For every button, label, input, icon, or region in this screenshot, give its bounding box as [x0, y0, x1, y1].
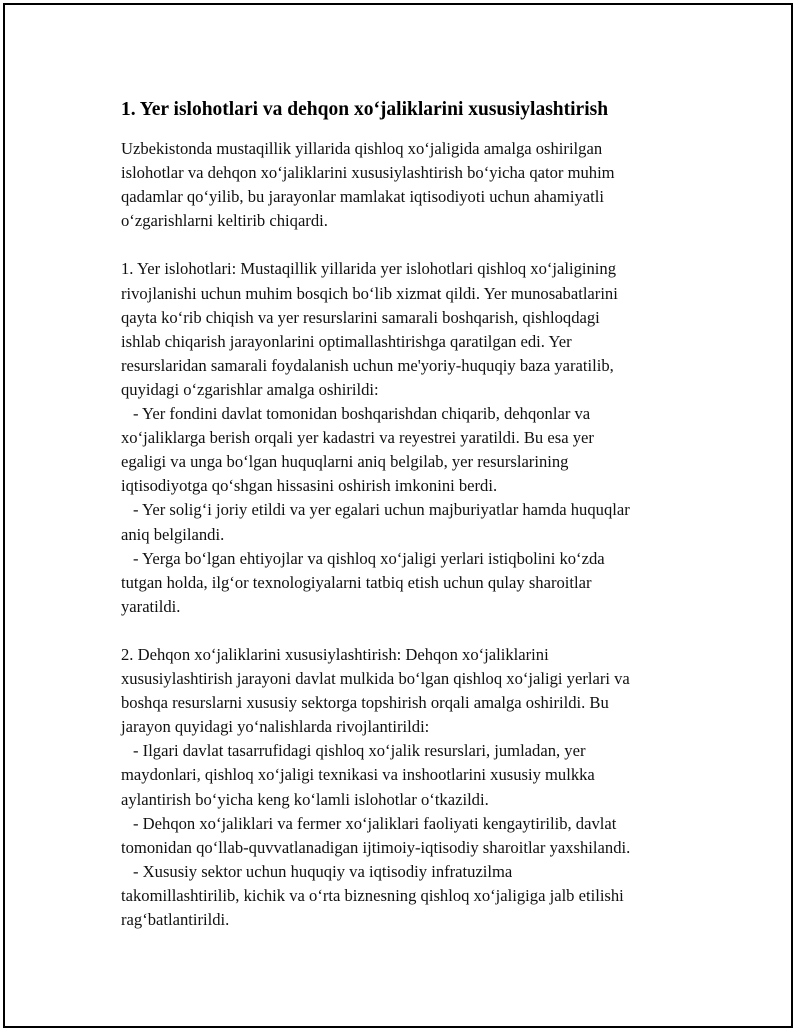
list-item: - Ilgari davlat tasarrufidagi qishloq xo‘jalik resurslari, jumladan, yer — [133, 741, 586, 761]
text-line: resurslaridan samarali foydalanish uchun me'yoriy-huquqiy baza yaratilib, — [121, 355, 614, 375]
text-line: maydonlari, qishloq xo‘jaligi texnikasi va inshootlarini xususiy mulkka — [121, 765, 595, 785]
section-land-reforms — [121, 257, 701, 618]
text-line: rivojlanishi uchun muhim bosqich bo‘lib xizmat qildi. Yer munosabatlarini — [121, 283, 618, 303]
section-privatization — [121, 643, 701, 932]
text-line: 2. Dehqon xo‘jaliklarini xususiylashtirish: Dehqon xo‘jaliklarini — [121, 644, 549, 664]
paragraph-spacer — [121, 619, 701, 643]
list-item: - Yer fondini davlat tomonidan boshqarishdan chiqarib, dehqonlar va — [133, 404, 591, 424]
text-line: qayta ko‘rib chiqish va yer resurslarini samarali boshqarish, qishloqdagi — [121, 307, 600, 327]
text-line: xo‘jaliklarga berish orqali yer kadastri va reyestrei yaratildi. Bu esa yer — [121, 428, 594, 448]
text-line: takomillashtirilib, kichik va o‘rta biznesning qishloq xo‘jaligiga jalb etilishi — [121, 885, 624, 905]
text-line: jarayon quyidagi yo‘nalishlarda rivojlantirildi: — [121, 717, 430, 737]
text-line: Uzbekistonda mustaqillik yillarida qishloq xo‘jaligida amalga oshirilgan — [121, 139, 603, 158]
text-line: xususiylashtirish jarayoni davlat mulkida bo‘lgan qishloq xo‘jaligi yerlari va — [121, 669, 630, 689]
document-body — [121, 97, 701, 932]
text-line: aniq belgilandi. — [121, 524, 225, 544]
intro-paragraph — [121, 137, 701, 233]
text-line: islohotlar va dehqon xo‘jaliklarini xususiylashtirish bo‘yicha qator muhim — [121, 163, 615, 183]
paragraph-spacer — [121, 233, 701, 257]
document-page — [3, 3, 793, 1028]
text-line: tomonidan qo‘llab-quvvatlanadigan ijtimoiy-iqtisodiy sharoitlar yaxshilandi. — [121, 837, 631, 857]
text-line: ishlab chiqarish jarayonlarini optimallashtirishga qaratilgan edi. Yer — [121, 331, 572, 351]
text-line: qadamlar qo‘yilib, bu jarayonlar mamlakat iqtisodiyoti uchun ahamiyatli — [121, 187, 604, 207]
text-line: quyidagi o‘zgarishlar amalga oshirildi: — [121, 379, 379, 399]
text-line: yaratildi. — [121, 596, 181, 616]
list-item: - Dehqon xo‘jaliklari va fermer xo‘jaliklari faoliyati kengaytirilib, davlat — [133, 813, 617, 833]
text-line: rag‘batlantirildi. — [121, 910, 230, 929]
text-line: 1. Yer islohotlari: Mustaqillik yillarida yer islohotlari qishloq xo‘jaligining — [121, 259, 617, 279]
text-line: tutgan holda, ilg‘or texnologiyalarni tatbiq etish uchun qulay sharoitlar — [121, 572, 592, 592]
text-line: egaligi va unga bo‘lgan huquqlarni aniq belgilab, yer resurslarining — [121, 452, 569, 472]
text-line: boshqa resurslarni xususiy sektorga topshirish orqali amalga oshirildi. Bu — [121, 693, 609, 713]
text-line: aylantirish bo‘yicha keng ko‘lamli islohotlar o‘tkazildi. — [121, 789, 489, 809]
list-item: - Xususiy sektor uchun huquqiy va iqtisodiy infratuzilma — [133, 861, 513, 881]
list-item: - Yerga bo‘lgan ehtiyojlar va qishloq xo‘jaligi yerlari istiqbolini ko‘zda — [133, 548, 605, 568]
page-title: 1. Yer islohotlari va dehqon xo‘jaliklarini xususiylashtirish — [121, 99, 609, 120]
list-item: - Yer solig‘i joriy etildi va yer egalari uchun majburiyatlar hamda huquqlar — [133, 500, 630, 520]
text-line: iqtisodiyotga qo‘shgan hissasini oshirish imkonini berdi. — [121, 476, 498, 496]
text-line: o‘zgarishlarni keltirib chiqardi. — [121, 211, 328, 231]
